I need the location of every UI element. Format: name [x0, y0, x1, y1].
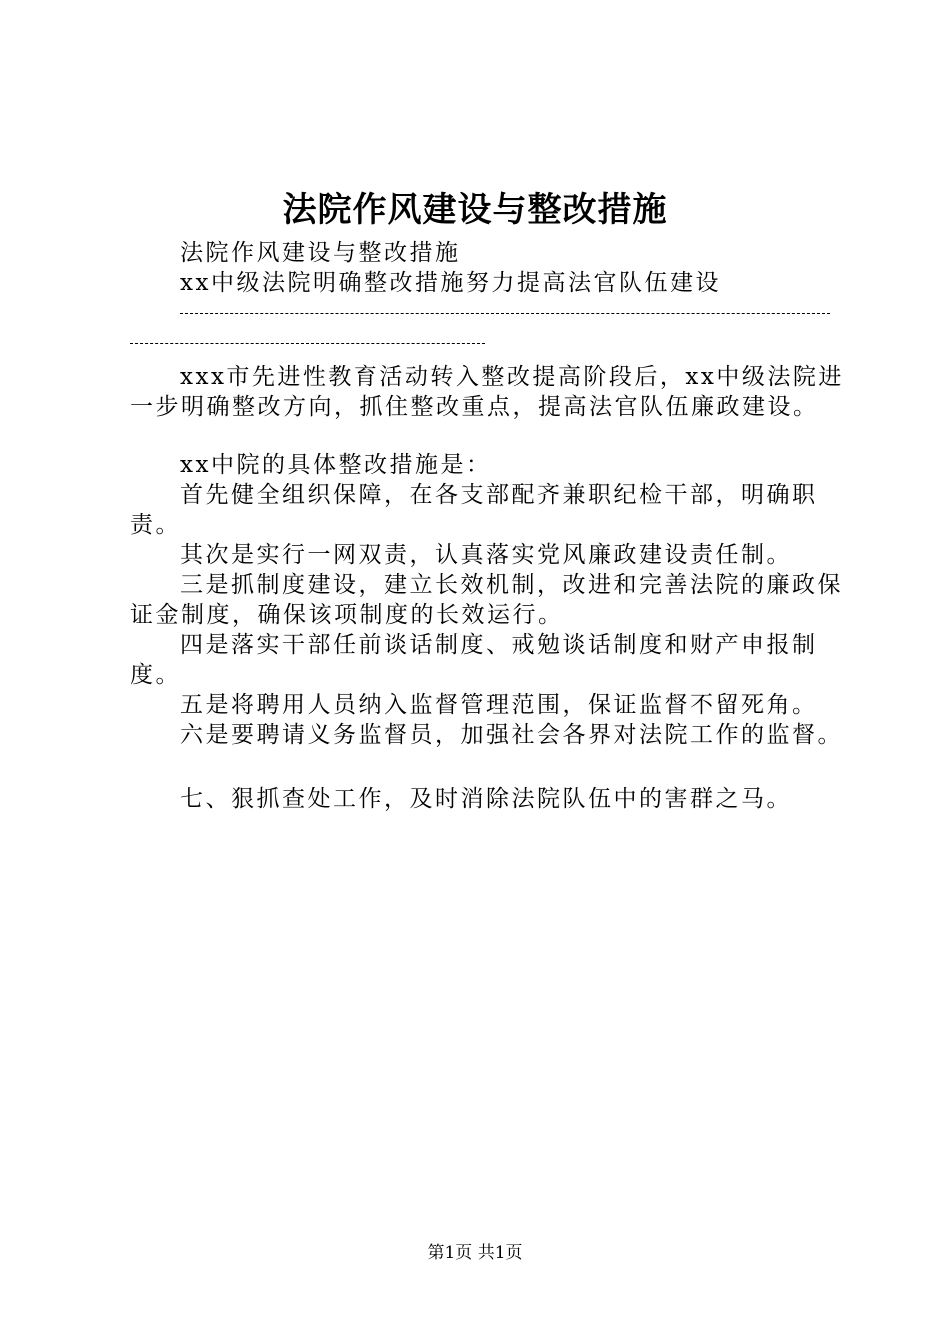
paragraph-measure-1: 首先健全组织保障，在各支部配齐兼职纪检干部，明确职责。 — [130, 482, 818, 538]
paragraph-measure-4: 四是落实干部任前谈话制度、戒勉谈话制度和财产申报制度。 — [130, 632, 818, 688]
document-subtitle: 法院作风建设与整改措施 — [180, 240, 461, 266]
document-headline: xx中级法院明确整改措施努力提高法官队伍建设 — [180, 270, 721, 296]
page-footer: 第1页 共1页 — [427, 1243, 523, 1263]
paragraph-measure-2: 其次是实行一网双责，认真落实党风廉政建设责任制。 — [180, 542, 792, 568]
paragraph-intro: xxx市先进性教育活动转入整改提高阶段后，xx中级法院进一步明确整改方向，抓住整改重点，提高法官队伍廉政建设。 — [130, 364, 844, 420]
paragraph-measure-5: 五是将聘用人员纳入监督管理范围，保证监督不留死角。 — [180, 692, 818, 718]
paragraph-measures-heading: xx中院的具体整改措施是： — [180, 452, 492, 478]
document-title: 法院作风建设与整改措施 — [282, 190, 668, 230]
paragraph-measure-6: 六是要聘请义务监督员，加强社会各界对法院工作的监督。 — [180, 722, 843, 748]
paragraph-measure-3: 三是抓制度建设，建立长效机制，改进和完善法院的廉政保证金制度，确保该项制度的长效运行。 — [130, 572, 843, 628]
paragraph-measure-7: 七、狠抓查处工作，及时消除法院队伍中的害群之马。 — [180, 786, 792, 812]
document-body — [130, 238, 850, 814]
